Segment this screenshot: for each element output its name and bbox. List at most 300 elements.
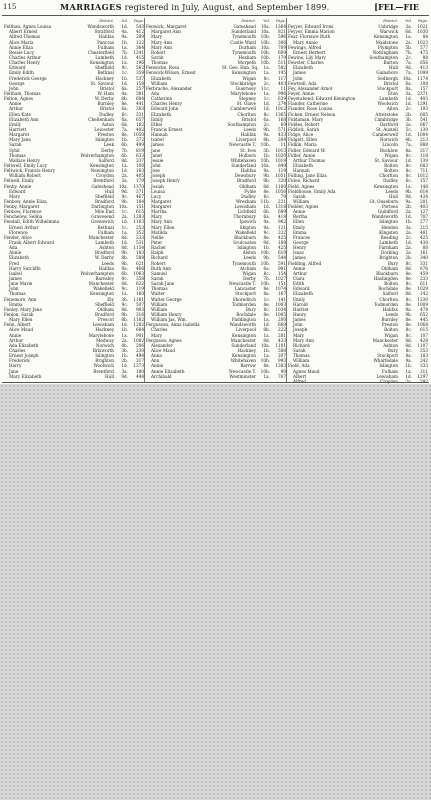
entry-name: Fidge, Alice (288, 132, 314, 138)
entry-district: Sheffield (95, 193, 114, 199)
entry-district: Leeds (101, 260, 114, 266)
entry-page: 1023 (417, 39, 428, 45)
entry-name: Fenemore, Ann (4, 296, 37, 302)
entry-district: Bury (245, 306, 256, 312)
entry-district: Hackney (95, 75, 114, 81)
entry-volume: 2b. (405, 111, 412, 117)
entry-page: 340 (420, 255, 428, 261)
entry-name: Fidoe, Richard (288, 178, 320, 184)
entry-name: Harriet (293, 306, 309, 312)
entry-page: 139 (420, 157, 428, 163)
entry-district: Marylebone (230, 90, 256, 96)
entry-page: 331 (136, 111, 144, 117)
entry-volume: 8e. (405, 317, 412, 323)
entry-page: 206 (136, 342, 144, 348)
entry-page: 79 (280, 193, 286, 199)
entry-page: 667 (420, 121, 428, 127)
entry-name: Thomas (151, 60, 168, 66)
entry-name: Hannah (293, 168, 310, 174)
entry-volume: 10a. (260, 44, 270, 50)
entry-page: 162 (136, 121, 144, 127)
entry-name: Fear, Florence Ruth (288, 34, 331, 40)
entry-name: Matilda (151, 229, 168, 235)
entry-page: 127 (420, 209, 428, 215)
entry-page: 412 (136, 29, 144, 35)
entry-page: 317 (420, 147, 428, 153)
entry-district: Camberwell (372, 132, 398, 138)
entry-district: Burnley (97, 101, 114, 107)
entry-name: Henry (293, 245, 307, 251)
entry-volume: 9a. (121, 34, 128, 40)
entry-district: Chorlton (379, 296, 398, 302)
entry-page: 1160 (275, 183, 286, 189)
entry-name: Frank Albert Edward (9, 240, 55, 246)
register-column-1 (4, 19, 144, 381)
entry-volume: 2c. (263, 80, 270, 86)
entry-page: 188 (278, 240, 286, 246)
entry-name: Richard (293, 342, 310, 348)
entry-name: John (293, 75, 303, 81)
entry-district: Sculcoates (233, 240, 256, 246)
entry-name: Samuel (151, 270, 167, 276)
entry-district: Bristol (99, 106, 114, 112)
entry-district: Blackburn (234, 234, 256, 240)
entry-name: Emily Edith (9, 70, 34, 76)
entry-page: 415 (136, 54, 144, 60)
entry-volume: 8d. (121, 157, 128, 163)
entry-page: 317 (136, 358, 144, 364)
entry-district: Wigan (242, 75, 256, 81)
entry-page: 333 (420, 363, 428, 369)
entry-name: Jane (151, 147, 161, 153)
entry-name: Frederick (9, 358, 30, 364)
entry-name: Emily (293, 296, 306, 302)
entry-district: Salford (98, 157, 114, 163)
entry-page: 1021 (417, 24, 428, 30)
entry-volume: 6a. (263, 116, 270, 122)
entry-name: Louisa (151, 188, 165, 194)
entry-district: Barton (383, 60, 398, 66)
entry-name: Emily (9, 121, 22, 127)
entry-volume: 6a. (121, 116, 128, 122)
entry-name: John (9, 85, 19, 91)
entry-volume: 1d. (121, 80, 128, 86)
entry-volume: 10b. (260, 260, 270, 266)
entry-district: Bolton (384, 327, 398, 333)
entry-district: W. Derby (94, 96, 114, 102)
entry-volume: 1d. (121, 54, 128, 60)
entry-district: Westminster (229, 373, 256, 379)
entry-page: 148 (420, 183, 428, 189)
entry-volume: 9a. (263, 132, 270, 138)
entry-page: 1034 (275, 306, 286, 312)
entry-district: Wakefield (235, 229, 256, 235)
entry-name: Edward (9, 65, 26, 71)
entry-name: Bertha (293, 214, 308, 220)
entry-page: 201 (420, 198, 428, 204)
entry-volume: 6c. (263, 193, 270, 199)
entry-name: Jose (151, 168, 160, 174)
entry-page: 669 (278, 322, 286, 328)
entry-page: 257 (136, 85, 144, 91)
entry-district: Lichfield (237, 209, 256, 215)
entry-district: Wolverhampton (80, 152, 114, 158)
entry-volume: 1c. (121, 209, 128, 215)
entry-district: Todmorden (231, 301, 256, 307)
entry-district: Newcastle T. (228, 281, 256, 287)
entry-page: 821 (278, 29, 286, 35)
footer-rule (2, 382, 429, 383)
entry-district: Wandsworth (229, 322, 256, 328)
entry-name: Alfred Thomas (9, 34, 41, 40)
entry-volume: 3b. (121, 348, 128, 353)
entry-page: 652 (420, 312, 428, 318)
entry-district: Todmorden (373, 301, 398, 307)
entry-page: 615 (136, 209, 144, 215)
entry-volume: 1b. (121, 75, 128, 81)
entry-name: Fewins, Lily Mary (288, 54, 326, 60)
entry-name: Fenn, Albert (4, 322, 31, 328)
entry-district: Fulham (97, 229, 114, 235)
entry-district: Gt. Ouseburn (369, 198, 398, 204)
entry-page: 1163 (133, 219, 144, 225)
entry-page: 430 (420, 240, 428, 246)
entry-name: Fewings, Alfred (288, 44, 322, 50)
entry-name: Catherine (151, 96, 173, 102)
entry-district: Gateshead (91, 183, 114, 189)
entry-volume: 2c. (263, 121, 270, 127)
entry-district: Chesterfield (88, 49, 114, 55)
entry-district: Whitehaven (230, 358, 256, 364)
entry-page: 1029 (417, 286, 428, 292)
entry-volume: 8e. (405, 286, 412, 292)
entry-district: Chorlton (237, 111, 256, 117)
page-header-label: Page. (134, 19, 144, 23)
entry-district: Brighton (379, 255, 398, 261)
entry-district: Bury (387, 260, 398, 266)
entry-name: Robert (151, 49, 166, 55)
entry-name: Fender, Alice (4, 234, 32, 240)
entry-district: Hendon (381, 224, 398, 230)
entry-page: 903 (136, 306, 144, 312)
entry-volume: 10b. (260, 49, 270, 55)
entry-district: Manchester (372, 337, 398, 343)
entry-page: 1020 (275, 152, 286, 158)
entry-district: Kensington (374, 183, 398, 189)
column-divider (286, 18, 287, 382)
entry-name: Rachel (151, 245, 166, 251)
entry-volume: 8e. (263, 301, 270, 307)
entry-district: Stepney (238, 96, 256, 102)
entry-volume: 2c. (405, 54, 412, 60)
entry-name: Sybil (9, 147, 20, 153)
entry-name: Mary (9, 193, 21, 199)
entry-name: Feyerabend, Edward Kenington (288, 96, 356, 102)
entry-name: Mary Ann (151, 39, 172, 45)
entry-district: Kensington (232, 332, 256, 338)
entry-name: Ralph (151, 250, 164, 256)
entry-name: Annie (293, 265, 306, 271)
entry-name: Arthur (293, 270, 308, 276)
entry-name: Alice Maria (9, 39, 34, 45)
entry-page: 364 (136, 44, 144, 50)
entry-page: 119 (278, 168, 286, 174)
entry-volume: 9c. (263, 229, 270, 235)
entry-district: Lewisham (234, 204, 256, 210)
entry-volume: 3b. (263, 147, 270, 153)
entry-volume: 1d. (121, 168, 128, 174)
entry-name: Margaret Ann (151, 29, 181, 35)
entry-name: Hannah (151, 132, 168, 138)
entry-page: 1161 (133, 296, 144, 302)
entry-page: 1241 (133, 49, 144, 55)
entry-district: Sheffield (95, 65, 114, 71)
entry-volume: 10b. (260, 281, 270, 287)
entry-district: Paddington (231, 317, 256, 323)
column-divider (144, 18, 145, 382)
entry-name: Fidler, Edward W. (288, 147, 326, 153)
entry-page: 69 (280, 121, 286, 127)
entry-page: 425 (420, 234, 428, 240)
vol-header: Vol. (263, 19, 270, 23)
entry-page: 337 (136, 157, 144, 163)
entry-page: 507 (136, 301, 144, 307)
entry-page: 707 (420, 214, 428, 220)
register-entry (146, 374, 286, 379)
entry-name: Thomas (9, 291, 26, 297)
entry-volume: 9c. (121, 301, 128, 307)
entry-name: Mary Elizabeth (9, 373, 42, 379)
entry-page: 1365 (275, 111, 286, 117)
entry-page: 11 (280, 85, 286, 91)
entry-name: Ada Elizabeth (9, 342, 39, 348)
entry-page: 1098 (417, 70, 428, 76)
entry-name: Fewtrell, Ada (288, 80, 317, 86)
entry-page: 684 (136, 96, 144, 102)
entry-page: 622 (136, 281, 144, 287)
entry-district: Liverpool (235, 327, 256, 333)
entry-name: Fidkin, Maria (288, 142, 317, 148)
entry-volume: 8a. (405, 147, 412, 153)
entry-volume: 1b. (263, 245, 270, 251)
entry-district: Uxbridge (378, 24, 398, 30)
entry-volume: 7b. (121, 49, 128, 55)
entry-page: 158 (136, 80, 144, 86)
entry-volume: 11c. (260, 85, 270, 91)
entry-district: Wolverhampton (80, 270, 114, 276)
entry-volume: 9a. (121, 265, 128, 271)
entry-district: St. Saviour (374, 157, 398, 163)
entry-district: Derby (101, 147, 114, 153)
entry-page: 1056 (275, 188, 286, 194)
entry-name: Fenby, Margaret (4, 204, 40, 210)
entry-page: 615 (420, 327, 428, 333)
entry-page: 151 (278, 281, 286, 287)
entry-volume: 3b. (121, 296, 128, 302)
entry-name: William (293, 198, 310, 204)
entry-volume: 8b. (121, 317, 128, 323)
entry-page: 184 (136, 198, 144, 204)
entry-name: Elizabeth (293, 65, 313, 71)
entry-page: 180 (136, 368, 144, 374)
entry-district: Ely (107, 296, 114, 302)
entry-volume: 9b. (263, 126, 270, 132)
entry-volume: 1a. (121, 229, 128, 235)
entry-volume: 2a. (405, 250, 412, 256)
entry-district: Brighton (95, 358, 114, 364)
entry-page: 657 (136, 116, 144, 122)
entry-volume: 9d. (121, 373, 128, 379)
entry-name: Isabel (151, 137, 164, 143)
entry-volume: 9b. (121, 312, 128, 318)
entry-district: Preston (97, 132, 114, 138)
entry-district: Rochdale (236, 312, 256, 318)
entry-name: Elizabeth (9, 255, 29, 261)
entry-page: 434 (420, 193, 428, 199)
entry-district: Aston (101, 121, 114, 127)
entry-page: 537 (136, 75, 144, 81)
entry-page: 157 (420, 85, 428, 91)
entry-district: Kensington (374, 34, 398, 40)
entry-page: 213 (420, 137, 428, 143)
entry-name: Fenlon, Sarah (4, 312, 34, 318)
entry-name: Edward John (151, 106, 179, 112)
entry-district: Halifax (240, 168, 256, 174)
entry-page: 1364 (275, 24, 286, 30)
entry-page: 467 (136, 193, 144, 199)
entry-name: Thomas (293, 353, 310, 359)
entry-district: Reading (380, 234, 398, 240)
entry-name: Lucy (151, 193, 162, 199)
entry-volume: 9b. (405, 312, 412, 318)
entry-district: Bolton (384, 281, 398, 287)
entry-page: 130 (420, 126, 428, 132)
entry-page: 1030 (417, 29, 428, 35)
entry-page: 711 (420, 168, 428, 174)
entry-page: 459 (420, 270, 428, 276)
entry-page: 392 (420, 378, 428, 384)
entry-volume: 10a. (118, 183, 128, 189)
entry-page: 222 (278, 229, 286, 235)
entry-volume: 10a. (118, 204, 128, 210)
entry-volume: 9c. (121, 276, 128, 282)
entry-district: St. Saviour (90, 80, 114, 86)
entry-volume: 1d. (405, 96, 412, 102)
entry-page: 1107 (417, 342, 428, 348)
entry-name: Sarah (9, 142, 22, 148)
entry-page: 1051 (275, 173, 286, 179)
entry-name: Charles Henry (151, 101, 182, 107)
entry-page: 183 (420, 353, 428, 359)
entry-volume: 8c. (405, 296, 412, 302)
entry-name: Thomas (9, 152, 26, 158)
entry-page: 2371 (417, 90, 428, 96)
entry-district: Manchester (88, 281, 114, 287)
entry-name: George (9, 80, 25, 86)
entry-page: 633 (136, 152, 144, 158)
entry-name: Mary Annie (293, 39, 318, 45)
entry-volume: 8c. (405, 260, 412, 266)
entry-volume: 9d. (121, 188, 128, 194)
entry-district: W. Ham (97, 90, 114, 96)
entry-volume: 3a. (405, 90, 412, 96)
entry-district: Castle Ward (230, 39, 256, 45)
entry-name: Ellen (293, 219, 304, 225)
entry-district: Fulham (381, 368, 398, 374)
entry-volume: 10a. (260, 24, 270, 30)
entry-volume: 1d. (263, 322, 270, 328)
entry-volume: 11b. (260, 198, 270, 204)
entry-page: 1074 (275, 286, 286, 292)
entry-volume: 8e. (263, 363, 270, 369)
entry-page: 142 (420, 291, 428, 297)
entry-name: Feltwick, Francis Henry (4, 168, 56, 174)
entry-name: Mary (293, 332, 305, 338)
entry-name: Fielding, Alfred (288, 260, 322, 266)
entry-name: Jessie (151, 157, 164, 163)
entry-district: Brentford (93, 178, 114, 184)
entry-name: Fenbow, Annie Eliza (4, 198, 47, 204)
entry-district: Ashton (383, 342, 398, 348)
entry-name: William Robert (9, 173, 41, 179)
entry-page: 1297 (417, 373, 428, 379)
entry-district: Kensington (232, 353, 256, 359)
entry-name: Fiddes, Robert (288, 121, 320, 127)
entry-district: Camberwell (230, 106, 256, 112)
entry-volume: 1c. (263, 296, 270, 302)
entry-district: Bradford (94, 198, 114, 204)
entry-district: Dudley (99, 111, 114, 117)
entry-page: 621 (136, 260, 144, 266)
entry-name: Mary Ellen (151, 224, 175, 230)
entry-district: Sunderland (231, 29, 256, 35)
entry-name: Clara (293, 276, 305, 282)
entry-volume: 3b. (405, 116, 412, 122)
entry-district: Pancras (97, 39, 114, 45)
entry-name: Albert Ernest (9, 29, 38, 35)
entry-volume: 8c. (405, 327, 412, 333)
entry-district: Hackney (237, 348, 256, 353)
entry-name: Charles Arthur (9, 54, 41, 60)
entry-district: Guildford (377, 209, 398, 215)
entry-volume: 8d. (405, 337, 412, 343)
entry-volume: 8a. (405, 85, 412, 91)
entry-volume: 3a. (121, 178, 128, 184)
entry-district: Bristol (99, 85, 114, 91)
entry-volume: 1d. (405, 214, 412, 220)
entry-volume: 1b. (121, 39, 128, 45)
entry-district: Haslingden (373, 276, 398, 282)
entry-name: Ada (151, 90, 160, 96)
entry-page: 418 (278, 214, 286, 220)
entry-district: Guernsey (235, 85, 256, 91)
entry-district: W. Derby (94, 255, 114, 261)
entry-name: Ferbrache, Alexander (146, 85, 193, 91)
entry-name: Fiddaman, Mary (288, 116, 324, 122)
entry-volume: 8e. (263, 234, 270, 240)
entry-name: Wallace Henry (9, 157, 40, 163)
entry-district: Medway (96, 337, 114, 343)
entry-page: 1003 (275, 301, 286, 307)
entry-name: Fewster, Charles (288, 60, 324, 66)
entry-page: 157 (420, 178, 428, 184)
entry-district: Kingston (379, 229, 398, 235)
entry-page: 544 (278, 255, 286, 261)
entry-district: Whitehaven (230, 157, 256, 163)
register-page (0, 0, 431, 384)
entry-district: Ashton (99, 245, 114, 251)
entry-district: Dudley (383, 178, 398, 184)
